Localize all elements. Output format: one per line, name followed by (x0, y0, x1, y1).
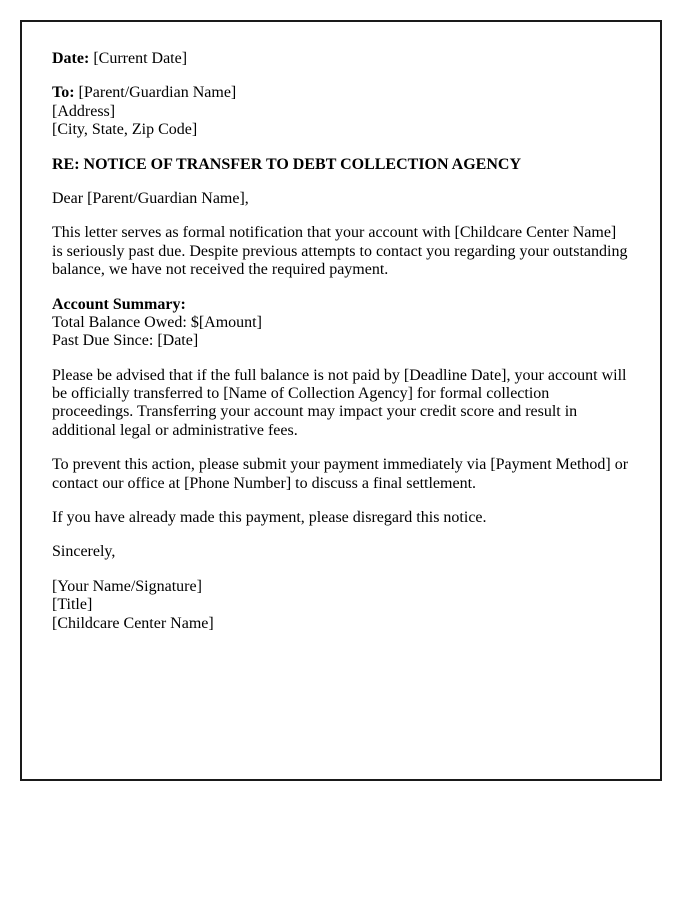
recipient-block (52, 84, 630, 139)
signature-title: [Title] (52, 596, 93, 614)
paragraph-disregard: If you have already made this payment, please disregard this notice. (52, 509, 487, 527)
closing: Sincerely, (52, 543, 116, 561)
account-past-due: Past Due Since: [Date] (52, 332, 199, 350)
paragraph-warning: Please be advised that if the full balance is not paid by [Deadline Date], your account will be officially transferred to [Name of Collection Agency] for formal collection proceedings. Transferring your account may impact your credit score and result in additional legal or administrative fees. (52, 366, 627, 439)
account-summary-label: Account Summary: (52, 295, 186, 313)
signature-name: [Your Name/Signature] (52, 577, 202, 595)
salutation: Dear [Parent/Guardian Name], (52, 189, 249, 207)
recipient-label: To: (52, 84, 75, 102)
signature-organization: [Childcare Center Name] (52, 614, 214, 632)
signature-block (52, 578, 630, 633)
paragraph-intro: This letter serves as formal notification that your account with [Childcare Center Name] is seriously past due. Despite previous attempts to contact you regarding your outstanding balance, we have not received the required payment. (52, 224, 628, 279)
recipient-address: [Address] (52, 102, 116, 120)
date-label: Date: (52, 50, 90, 67)
date-line (52, 50, 630, 68)
recipient-city-state-zip: [City, State, Zip Code] (52, 121, 198, 139)
paragraph-prevent: To prevent this action, please submit your payment immediately via [Payment Method] or contact our office at [Phone Number] to discuss a final settlement. (52, 456, 629, 492)
account-total-balance: Total Balance Owed: $[Amount] (52, 313, 262, 331)
recipient-name: [Parent/Guardian Name] (78, 84, 237, 102)
date-value: [Current Date] (93, 50, 188, 67)
subject-line: RE: NOTICE OF TRANSFER TO DEBT COLLECTION AGENCY (52, 155, 521, 173)
account-summary-block (52, 296, 630, 351)
letter-frame (20, 20, 662, 781)
